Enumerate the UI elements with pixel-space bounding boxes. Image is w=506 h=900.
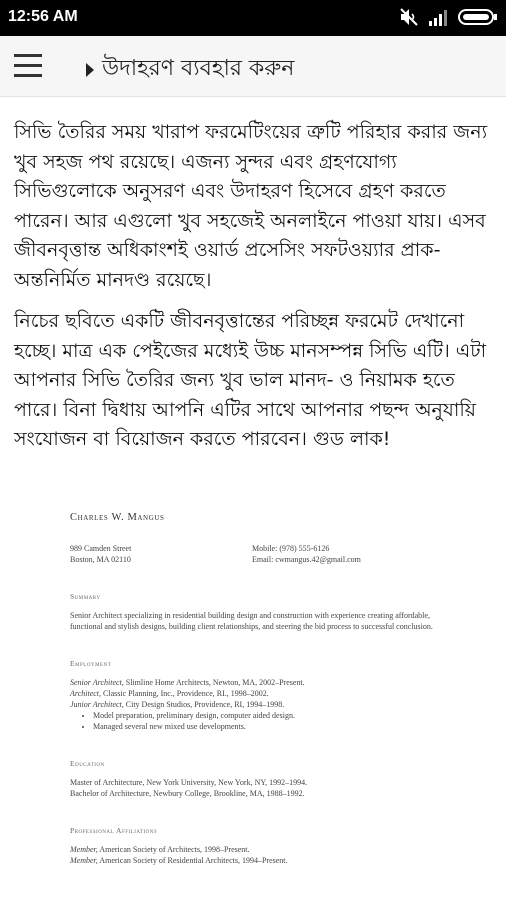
job-detail: Slimline Home Architects, Newton, MA, 2002–Present.: [123, 678, 305, 687]
affiliation-role: Member,: [70, 845, 98, 854]
job-bullets: [70, 710, 450, 732]
example-paragraph: নিচের ছবিতে একটি জীবনবৃত্তান্তের পরিচ্ছন্ন ফরমেট দেখানো হচ্ছে। মাত্র এক পেইজের মধ্যেই উচ্চ মানসম্পন্ন সিভি এটি। এটা আপনার সিভি তৈরির জন্য খুব ভাল মানদ- ও নিয়ামক হতে পারে। বিনা দ্বিধায় আপনি এটির সাথে আপনার পছন্দ অনুযায়ি সংযোজন বা বিয়োজন করতে পারবেন। গুড লাক!: [14, 310, 487, 450]
resume-name: Charles W. Mangus: [70, 512, 165, 523]
job-entry: [70, 688, 450, 699]
resume-sample-image: [70, 512, 450, 866]
resume-mobile: Mobile: (978) 555-6126: [252, 544, 330, 553]
battery-icon: [458, 7, 498, 27]
intro-paragraph: সিভি তৈরির সময় খারাপ ফরমেটিংয়ের ত্রুটি পরিহার করার জন্য খুব সহজ পথ রয়েছে। এজন্য সুন্দর এবং গ্রহণযোগ্য সিভিগুলোকে অনুসরণ এবং উদাহরণ হিসেবে গ্রহণ করতে পারেন। আর এগুলো খুব সহজেই অনলাইনে পাওয়া যায়। এসব জীবনবৃত্তান্ত অধিকাংশই ওয়ার্ড প্রসেসিং সফটওয়্যার প্রাক-অন্তনির্মিত মানদণ্ড রয়েছে।: [14, 121, 488, 291]
job-detail: City Design Studios, Providence, RI, 1994–1998.: [123, 700, 285, 709]
resume-summary-heading: Summary: [70, 592, 101, 601]
resume-education-heading: Education: [70, 759, 105, 768]
resume-affiliations-heading: Professional Affiliations: [70, 826, 158, 835]
mute-icon: [398, 6, 420, 28]
resume-employment-list: [70, 677, 450, 732]
resume-email: Email: cwmangus.42@gmail.com: [252, 555, 361, 564]
article-body: [14, 118, 494, 467]
affiliation-role: Member,: [70, 856, 98, 865]
job-bullet: • Model preparation, preliminary design, computer aided design.: [93, 710, 450, 721]
affiliation-entry: [70, 844, 450, 855]
job-role: Senior Architect,: [70, 678, 124, 687]
play-arrow-icon: [86, 63, 94, 77]
affiliation-detail: American Society of Architects, 1998–Present.: [97, 845, 250, 854]
title-wrap: [86, 51, 294, 88]
status-icons: [398, 6, 498, 28]
signal-icon: [428, 7, 450, 27]
hamburger-menu-button[interactable]: [14, 54, 44, 78]
resume-address-street: 989 Camden Street: [70, 544, 132, 553]
education-entry: Bachelor of Architecture, Newbury College, Brookline, MA, 1988–1992.: [70, 789, 305, 798]
education-entry: Master of Architecture, New York University, New York, NY, 1992–1994.: [70, 778, 308, 787]
page-title: উদাহরণ ব্যবহার করুন: [102, 56, 295, 81]
job-entry: [70, 677, 450, 688]
status-time: 12:56 AM: [8, 8, 78, 25]
job-bullet: • Managed several new mixed use developments.: [93, 721, 450, 732]
job-role: Junior Architect,: [70, 700, 124, 709]
job-detail: Classic Planning, Inc., Providence, RI., 1998–2002.: [101, 689, 269, 698]
resume-address-city: Boston, MA 02110: [70, 555, 131, 564]
affiliation-entry: [70, 855, 450, 866]
resume-employment-heading: Employment: [70, 659, 112, 668]
affiliation-detail: American Society of Residential Architects, 1994–Present.: [97, 856, 288, 865]
app-bar: [0, 36, 506, 97]
job-role: Architect,: [70, 689, 102, 698]
resume-summary-text: Senior Architect specializing in residential building design and construction with experience creating affordable, functional and stylish designs, building client relationships, and steering the bid process to successful conclusion.: [70, 611, 433, 631]
resume-contact: [70, 543, 450, 565]
status-bar: [0, 0, 506, 36]
job-entry: [70, 699, 450, 710]
